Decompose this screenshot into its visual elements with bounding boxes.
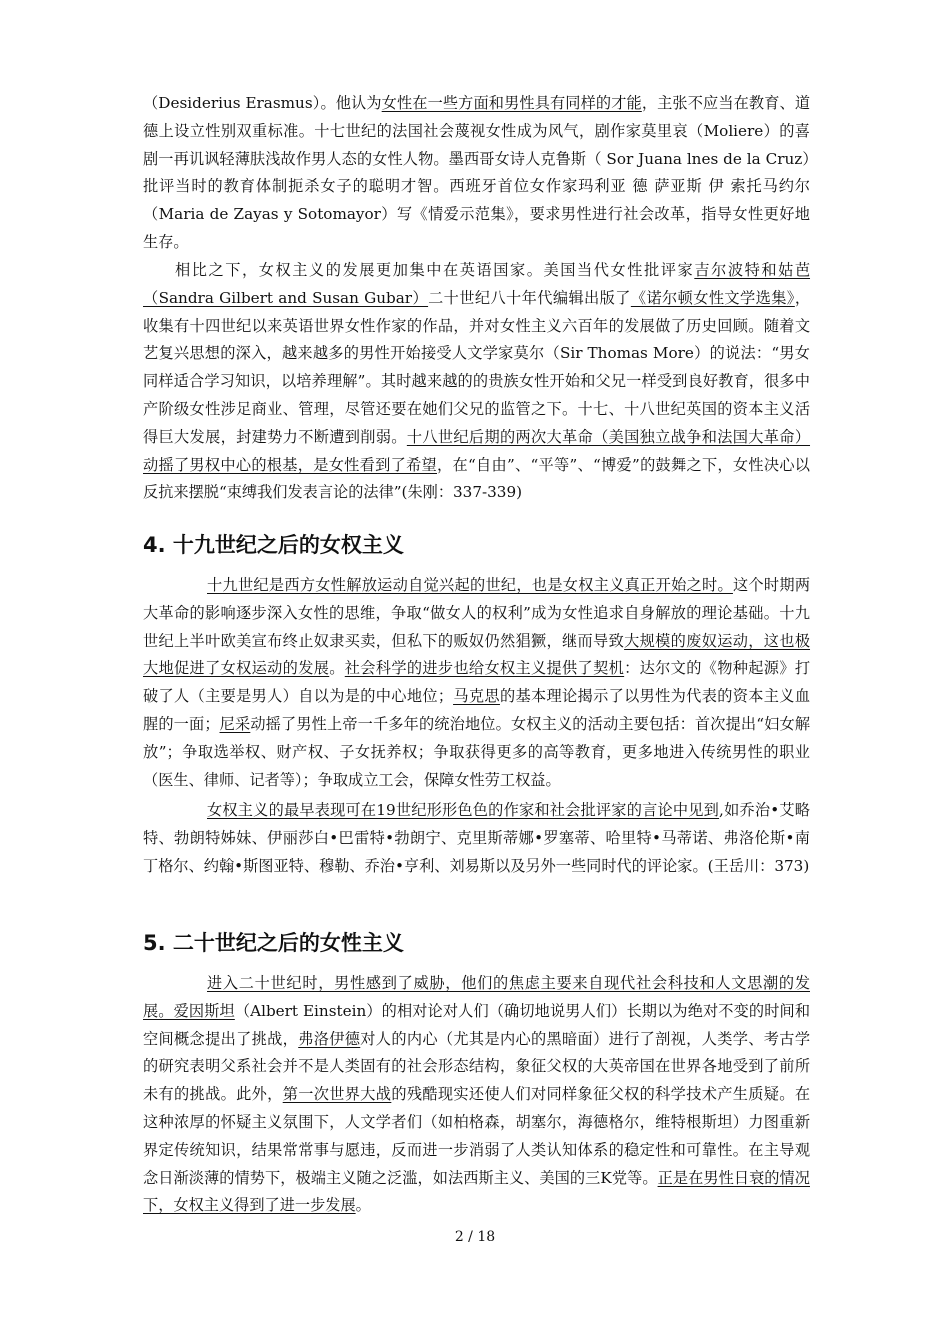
paragraph-early-feminism	[143, 797, 810, 880]
text-run: 。	[329, 659, 345, 678]
text-run: 这个时期两大革命的影响逐步深入女性的思维，争取“做女人的权利”成为女性追求自身解放的理论基础。十九世纪上半叶欧美宣布终止奴隶买卖，但私下的贩奴仍然猖獗，继而导致	[143, 576, 810, 650]
paragraph-text	[143, 572, 810, 794]
underlined-phrase: 《诺尔顿女性文学选集》	[630, 288, 795, 307]
paragraph-text	[143, 90, 810, 257]
text-run: （Albert Einstein）的相对论对人们（确切地说男人们）长期以为绝对不变的时间和空间概念提出了挑战，	[143, 1001, 811, 1048]
text-run: ,如乔治•艾略特、勃朗特姊妹、伊丽莎白•巴雷特•勃朗宁、克里斯蒂娜•罗塞蒂、哈里特•马蒂诺、弗洛伦斯•南丁格尔、约翰•斯图亚特、穆勒、乔治•亨利、刘易斯以及另外一些同时代的评论家。(王岳川：373)	[143, 801, 810, 875]
underlined-phrase: 女权主义的最早表现可在19世纪形形色色的作家和社会批评家的言论中见到	[207, 801, 720, 819]
underlined-phrase: 大规模的废奴运动，这也极大地促进了女权运动的发展	[143, 631, 811, 678]
underlined-phrase: 第一次世界大战	[282, 1085, 392, 1104]
underlined-phrase: 社会科学的进步也给女权主义提供了契机	[344, 659, 625, 678]
underlined-phrase: 正是在男性日衰的情况下，女权主义得到了进一步发展	[143, 1168, 810, 1215]
text-run: 动摇了男性上帝一千多年的统治地位。女权主义的活动主要包括：首次提出“妇女解放”；争取选举权、财产权、子女抚养权；争取获得更多的高等教育，更多地进入传统男性的职业（医生、律师、记者等）；争取成立工会，保障女性劳工权益。	[143, 714, 811, 789]
paragraph-erasmus	[143, 90, 810, 257]
paragraph-nineteenth-century	[143, 572, 810, 794]
page-number: 2 / 18	[454, 1229, 496, 1245]
paragraph-english-feminism	[143, 257, 810, 507]
text-run: 的基本理论揭示了以男性为代表的资本主义血腥的一面；	[143, 687, 811, 733]
underlined-phrase: 十八世纪后期的两次大革命（美国独立战争和法国大革命）动摇了男权中心的根基，是女性看到了希望	[143, 427, 811, 474]
paragraph-text	[143, 970, 810, 1220]
paragraph-text	[143, 797, 810, 880]
text-run: 的残酷现实还使人们对同样象征父权的科学技术产生质疑。在这种浓厚的怀疑主义氛围下，人文学者们（如柏格森，胡塞尔，海德格尔，维特根斯坦）力图重新界定传统知识，结果常常事与愿违，反而进一步消弱了人类认知体系的稳定性和可靠性。在主导观念日渐淡薄的情势下，极端主义随之泛滥，如法西斯主义、美国的三K党等。	[143, 1085, 811, 1187]
text-run: ，主张不应当在教育、道德上设立性别双重标准。十七世纪的法国社会蔑视女性成为风气，剧作家莫里哀（Moliere）的喜剧一再讥讽轻薄肤浅故作男人态的女性人物。墨西哥女诗人克鲁斯（ Sor Juana lnes de la Cruz）批评当时的教育体制扼杀女子的聪明才智。西班牙首位女作家玛利亚 德 萨亚斯 伊 索托马约尔（Maria de Zayas y Sotomayor）写《情爱示范集》，要求男性进行社会改革，指导女性更好地生存。	[143, 94, 811, 251]
text-run: （Desiderius Erasmus）。他认为	[143, 94, 382, 112]
text-run: 二十世纪八十年代编辑出版了	[428, 288, 631, 307]
underlined-phrase: 马克思	[453, 687, 500, 706]
paragraph-twentieth-century	[143, 970, 810, 1220]
text-run: ，在“自由”、“平等”、“博爱”的鼓舞之下，女性决心以反抗来摆脱“束缚我们发表言论的法律”(朱刚：337-339)	[143, 455, 810, 502]
text-run: 。	[355, 1196, 371, 1215]
underlined-phrase: 女性在一些方面和男性具有同样的才能	[381, 94, 642, 112]
section-heading-5: 5. 二十世纪之后的女性主义	[143, 931, 404, 955]
section-heading-4: 4. 十九世纪之后的女权主义	[143, 533, 404, 557]
text-run: 对人的内心（尤其是内心的黑暗面）进行了剖视，人类学、考古学的研究表明父系社会并不是人类固有的社会形态结构，象征父权的大英帝国在世界各地受到了前所未有的挑战。此外，	[143, 1029, 811, 1104]
text-run: 相比之下，女权主义的发展更加集中在英语国家。美国当代女性批评家	[175, 261, 695, 279]
underlined-phrase: 十九世纪是西方女性解放运动自觉兴起的世纪，也是女权主义真正开始之时。	[207, 576, 733, 594]
text-run: ，收集有十四世纪以来英语世界女性作家的作品，并对女性主义六百年的发展做了历史回顾。随着文艺复兴思想的深入，越来越多的男性开始接受人文学家莫尔（Sir Thomas More）的说法：“男女同样适合学习知识，以培养理解”。其时越来越的的贵族女性开始和父兄一样受到良好教育，很多中产阶级女性涉足商业、管理，尽管还要在她们父兄的监管之下。十七、十八世纪英国的资本主义活得巨大发展，封建势力不断遭到削弱。	[143, 288, 810, 446]
underlined-phrase: 尼采	[219, 714, 251, 733]
underlined-phrase: 进入二十世纪时，男性感到了威胁，他们的焦虑主要来自现代社会科技和人文思潮的发展。爱因斯坦	[143, 974, 810, 1020]
underlined-phrase: 吉尔波特和姑芭（Sandra Gilbert and Susan Gubar）	[143, 261, 811, 307]
underlined-phrase: 弗洛伊德	[298, 1029, 361, 1048]
paragraph-text	[143, 257, 810, 507]
text-run: ：达尔文的《物种起源》打破了人（主要是男人）自以为是的中心地位；	[143, 659, 811, 706]
